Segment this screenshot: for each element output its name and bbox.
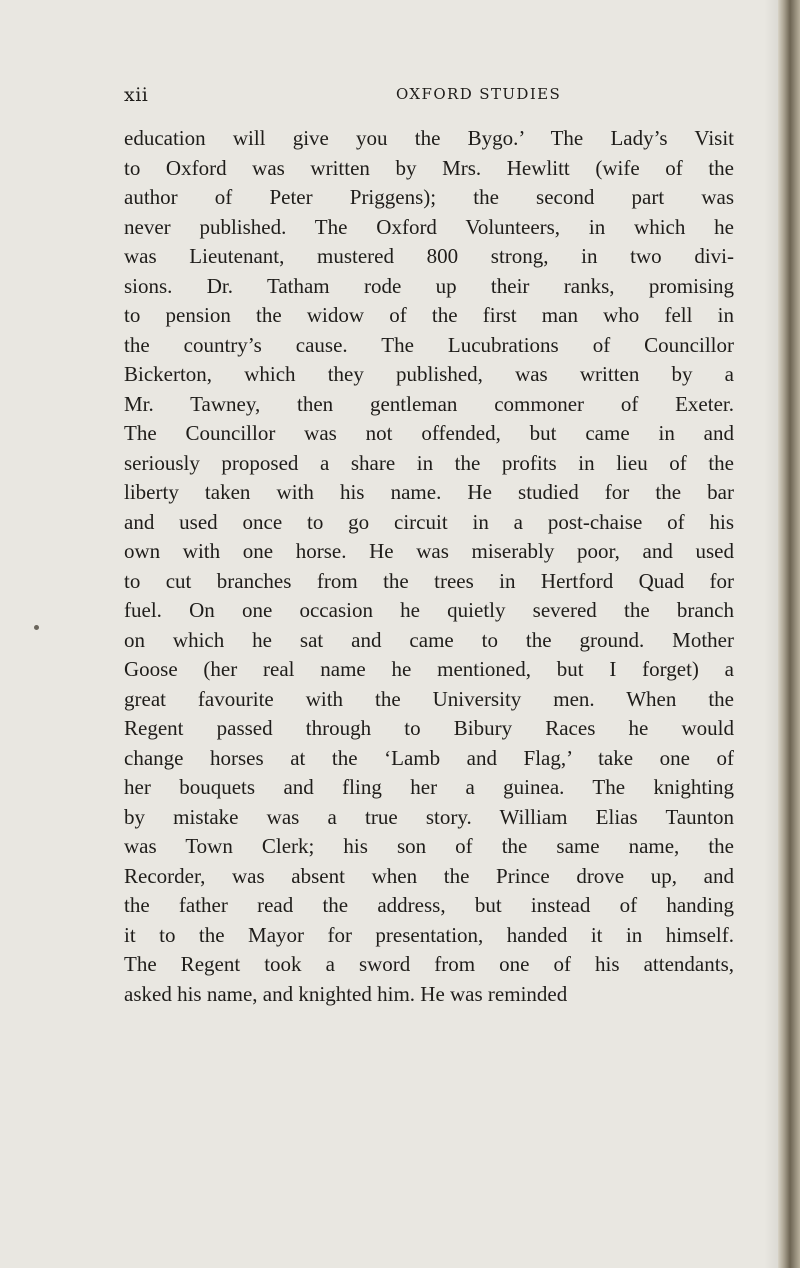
- text-line: was Lieutenant, mustered 800 strong, in two divi-: [124, 244, 734, 268]
- text-line: seriously proposed a share in the profits in lieu of the: [124, 450, 734, 475]
- page-number: xii: [124, 84, 149, 106]
- text-line: Bickerton, which they published, was written by a: [124, 362, 734, 386]
- text-line: it to the Mayor for presentation, handed it in himself.: [124, 922, 734, 947]
- text-line: Recorder, was absent when the Prince drove up, and: [124, 863, 734, 888]
- text-line: own with one horse. He was miserably poor, and used: [124, 539, 734, 563]
- ink-speck: [34, 625, 39, 630]
- scan-edge: [778, 0, 800, 1268]
- text-line: her bouquets and fling her a guinea. The knighting: [124, 775, 734, 799]
- running-head: [124, 84, 700, 110]
- text-line: liberty taken with his name. He studied for the bar: [124, 480, 734, 504]
- text-line: change horses at the ‘Lamb and Flag,’ take one of: [124, 745, 734, 770]
- text-line: asked his name, and knighted him. He was reminded: [124, 981, 568, 1006]
- body-text: [124, 124, 734, 1009]
- text-line: sions. Dr. Tatham rode up their ranks, promising: [124, 273, 734, 298]
- text-line: author of Peter Priggens); the second part was: [124, 185, 734, 209]
- text-line: and used once to go circuit in a post-chaise of his: [124, 509, 734, 534]
- text-line: Mr. Tawney, then gentleman commoner of Exeter.: [124, 391, 734, 416]
- text-line: never published. The Oxford Volunteers, in which he: [124, 214, 734, 239]
- text-line: the country’s cause. The Lucubrations of Councillor: [124, 332, 734, 357]
- text-line: great favourite with the University men. When the: [124, 686, 734, 711]
- text-line: Regent passed through to Bibury Races he would: [124, 716, 734, 740]
- running-title: OXFORD STUDIES: [396, 85, 562, 103]
- text-line: to Oxford was written by Mrs. Hewlitt (wife of the: [124, 155, 734, 180]
- text-line: to pension the widow of the first man who fell in: [124, 303, 734, 327]
- text-line: the father read the address, but instead of handing: [124, 893, 734, 917]
- text-line: on which he sat and came to the ground. Mother: [124, 627, 734, 652]
- text-line: education will give you the Bygo.’ The Lady’s Visit: [124, 126, 734, 150]
- text-line: Goose (her real name he mentioned, but I forget) a: [124, 657, 734, 681]
- scan-shadow: [764, 0, 778, 1268]
- text-line: The Councillor was not offended, but came in and: [124, 421, 734, 445]
- text-line: to cut branches from the trees in Hertford Quad for: [124, 568, 734, 593]
- text-line: was Town Clerk; his son of the same name, the: [124, 834, 734, 858]
- text-line: The Regent took a sword from one of his attendants,: [124, 952, 734, 976]
- text-line: by mistake was a true story. William Elias Taunton: [124, 804, 734, 829]
- text-line: fuel. On one occasion he quietly severed the branch: [124, 598, 734, 622]
